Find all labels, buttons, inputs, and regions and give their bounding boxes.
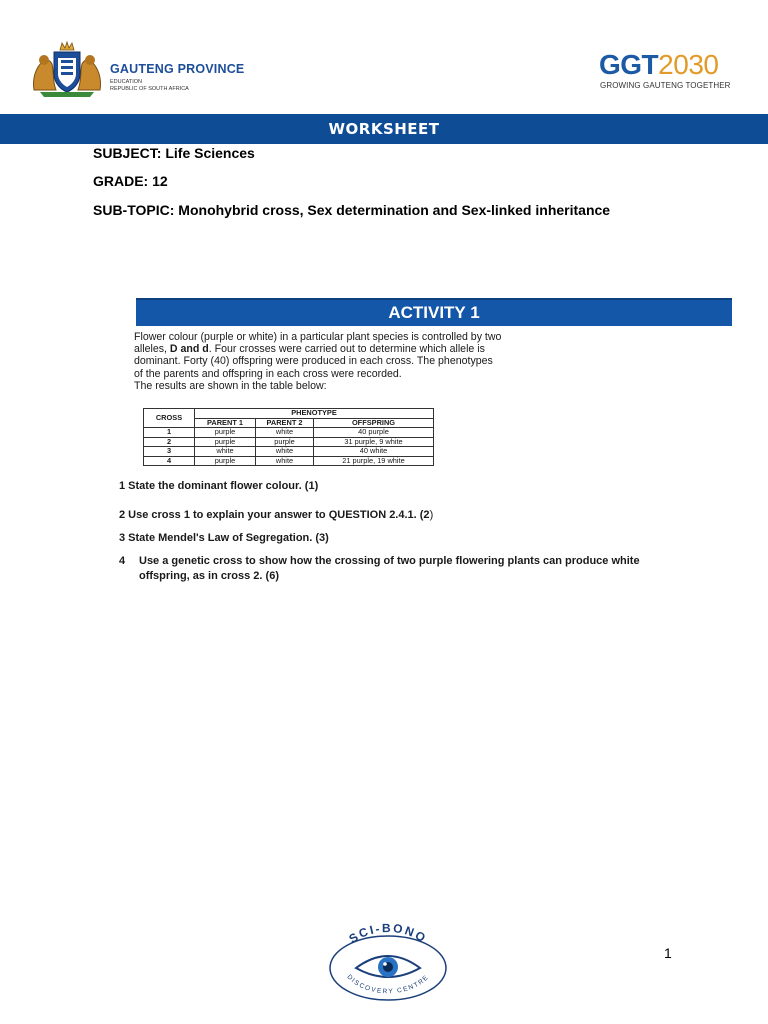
cell-offspring: 40 purple <box>314 428 434 438</box>
education-label: EDUCATION <box>110 79 142 85</box>
subtopic-line: SUB-TOPIC: Monohybrid cross, Sex determination and Sex-linked inheritance <box>93 202 611 218</box>
cell-parent2: purple <box>256 437 314 447</box>
header-parent2: PARENT 2 <box>256 418 314 428</box>
sci-bono-logo <box>326 922 450 1002</box>
question-1: 1 State the dominant flower colour. (1) <box>119 480 319 492</box>
cell-parent2: white <box>256 456 314 466</box>
question-4-number: 4 <box>119 555 126 567</box>
ggt-wordmark-part: GGT <box>599 49 659 80</box>
intro-text-b: . Four crosses were carried out to determine which allele is dominant. Forty (40) offspring were produced in each cross. The phenotypes of the parents and offspring in each cross were recorded. <box>134 343 493 380</box>
table-row <box>144 428 434 438</box>
table-header-row <box>144 409 434 419</box>
header-parent1: PARENT 1 <box>195 418 256 428</box>
cell-cross: 4 <box>144 456 195 466</box>
cell-cross: 3 <box>144 447 195 457</box>
question-2-text: 2 Use cross 1 to explain your answer to QUESTION 2.4.1. (2 <box>119 509 430 521</box>
phenotype-table <box>143 408 434 466</box>
cell-parent2: white <box>256 447 314 457</box>
cell-parent1: purple <box>195 456 256 466</box>
page-number: 1 <box>664 945 672 961</box>
grade-line: GRADE: 12 <box>93 173 168 189</box>
cell-offspring: 31 purple, 9 white <box>314 437 434 447</box>
coat-of-arms-icon <box>30 40 104 98</box>
activity-intro <box>134 331 504 392</box>
cell-parent1: purple <box>195 437 256 447</box>
subject-line: SUBJECT: Life Sciences <box>93 145 255 161</box>
logo-top-textpath: SCI-BONO <box>346 922 430 947</box>
cell-parent2: white <box>256 428 314 438</box>
intro-table-lead: The results are shown in the table below: <box>134 379 327 392</box>
year-wordmark-part: 2030 <box>658 49 719 80</box>
activity-banner: ACTIVITY 1 <box>136 298 732 326</box>
logo-top-text <box>346 922 429 946</box>
republic-label: REPUBLIC OF SOUTH AFRICA <box>110 86 189 92</box>
logo-bottom-textpath: DISCOVERY CENTRE <box>345 973 431 996</box>
question-4-line1: Use a genetic cross to show how the crossing of two purple flowering plants can produce white <box>139 555 640 567</box>
cell-parent1: white <box>195 447 256 457</box>
cell-parent1: purple <box>195 428 256 438</box>
ggt-tagline: GROWING GAUTENG TOGETHER <box>600 81 731 90</box>
question-4 <box>119 554 729 584</box>
header-cross: CROSS <box>144 409 195 428</box>
header-offspring: OFFSPRING <box>314 418 434 428</box>
intro-alleles: D and d <box>169 343 209 356</box>
table-row <box>144 437 434 447</box>
intro-paragraph <box>134 331 504 380</box>
ggt2030-logo <box>596 50 746 94</box>
question-3: 3 State Mendel's Law of Segregation. (3) <box>119 532 329 544</box>
question-4-line2: offspring, as in cross 2. (6) <box>139 570 279 582</box>
intro-text-a: Flower colour (purple or white) in a particular plant species is controlled by two alleles, <box>134 331 502 356</box>
table-row <box>144 456 434 466</box>
worksheet-banner: WORKSHEET <box>0 114 768 144</box>
cell-offspring: 40 white <box>314 447 434 457</box>
cell-offspring: 21 purple, 19 white <box>314 456 434 466</box>
gauteng-province-title: GAUTENG PROVINCE <box>110 62 245 76</box>
table-row <box>144 447 434 457</box>
ggt2030-wordmark <box>599 50 718 80</box>
eye-icon <box>356 956 420 977</box>
question-2-paren: ) <box>429 509 434 521</box>
cell-cross: 2 <box>144 437 195 447</box>
header-phenotype: PHENOTYPE <box>195 409 434 419</box>
gauteng-province-logo <box>30 40 245 100</box>
question-2 <box>119 509 433 521</box>
cell-cross: 1 <box>144 428 195 438</box>
